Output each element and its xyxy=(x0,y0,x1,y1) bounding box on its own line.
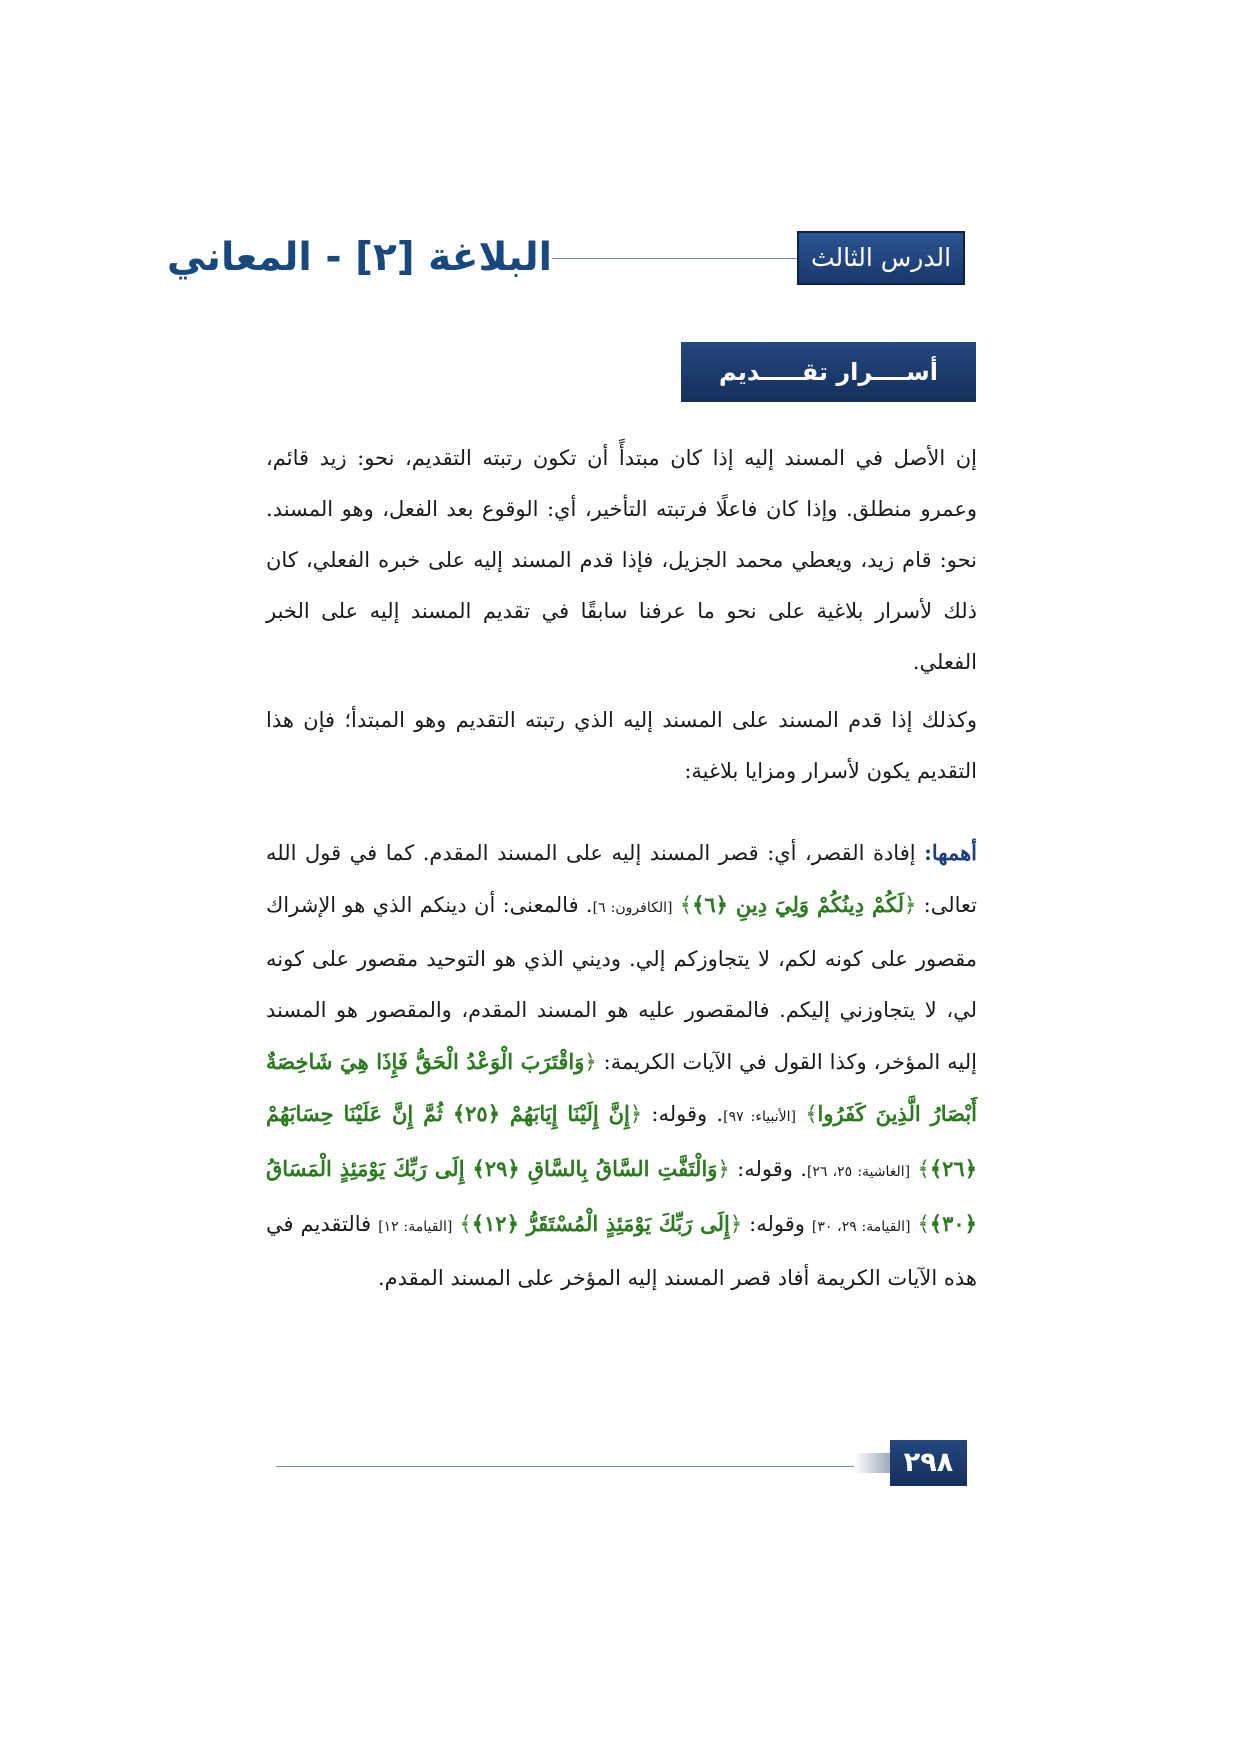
quran-verse: وَاقْتَرَبَ الْوَعْدُ الْحَقُّ فَإِذَا هِيَ شَاخِصَةٌ أَبْصَارُ الَّذِينَ كَفَرُوا xyxy=(266,1049,978,1126)
verse-close-brace: ﴾ xyxy=(805,1102,818,1126)
section-title: أســــرار تقـــــديم المـــــسند xyxy=(681,342,976,402)
quran-verse: إِنَّ إِلَيْنَا إِيَابَهُمْ ﴿٢٥﴾ ثُمَّ إِنَّ عَلَيْنَا حِسَابَهُمْ ﴿٢٦﴾ xyxy=(266,1101,978,1181)
verse-reference: [القيامة: ١٢] xyxy=(378,1219,453,1235)
verse-open-brace: ﴿ xyxy=(717,1157,730,1181)
page-number: ٢٩٨ xyxy=(890,1440,967,1486)
verse-reference: [الكافرون: ٦] xyxy=(592,900,673,916)
paragraph-text: وقوله: xyxy=(742,1212,812,1236)
paragraph-1: إن الأصل في المسند إليه إذا كان مبتدأً أن تكون رتبته التقديم، نحو: زيد قائم، وعمرو منطلق. وإذا كان فاعلًا فرتبته التأخير، أي: الوقوع بعد الفعل، وهو المسند. نحو: قام زيد، ويعطي محمد الجزيل، فإذا قدم المسند إليه على خبره الفعلي، كان ذلك لأسرار بلاغية على نحو ما عرفنا سابقًا في تقديم المسند إليه على الخبر الفعلي. xyxy=(266,446,977,674)
verse-open-brace: ﴿ xyxy=(629,1102,643,1126)
quran-verse: وَالْتَفَّتِ السَّاقُ بِالسَّاقِ ﴿٢٩﴾ إِلَى رَبِّكَ يَوْمَئِذٍ الْمَسَاقُ ﴿٣٠﴾ xyxy=(266,1156,977,1236)
paragraph-3 xyxy=(266,827,977,1304)
verse-close-brace: ﴾ xyxy=(917,1157,930,1181)
verse-reference: [القيامة: ٢٩، ٣٠] xyxy=(811,1219,911,1235)
paragraph-2: وكذلك إذا قدم المسند على المسند إليه الذي رتبته التقديم وهو المبتدأ؛ فإن هذا التقديم يكون لأسرار ومزايا بلاغية: xyxy=(266,708,977,783)
quran-verse: إِلَى رَبِّكَ يَوْمَئِذٍ الْمُسْتَقَرُّ ﴿١٢﴾ xyxy=(471,1211,730,1236)
verse-open-brace: ﴿ xyxy=(729,1212,743,1236)
page-body xyxy=(266,433,977,1304)
footer-rule xyxy=(276,1466,854,1467)
paragraph-text: . فالمعنى: أن دينكم الذي هو الإشراك مقصور على كونه لكم، لا يتجاوزكم إلي. وديني الذي هو التوحيد مقصور على كونه لي، لا يتجاوزني إليكم. فالمقصور عليه هو المسند المقدم، والمقصور هو المسند إليه المؤخر، وكذا القول في الآيات الكريمة: xyxy=(266,893,977,1074)
verse-close-brace: ﴾ xyxy=(679,893,693,917)
verse-reference: [الغاشية: ٢٥، ٢٦] xyxy=(806,1164,911,1180)
verse-close-brace: ﴾ xyxy=(459,1212,472,1236)
lesson-label: الدرس الثالث عشر xyxy=(797,231,965,285)
verse-open-brace: ﴿ xyxy=(584,1050,597,1074)
verse-close-brace: ﴾ xyxy=(917,1212,930,1236)
quran-verse: لَكُمْ دِينُكُمْ وَلِيَ دِينِ ﴿٦﴾ xyxy=(692,892,905,917)
verse-reference: [الأنبياء: ٩٧] xyxy=(723,1109,796,1125)
paragraph-text: . وقوله: xyxy=(642,1102,724,1126)
paragraph-text: . وقوله: xyxy=(729,1157,807,1181)
header-rule xyxy=(552,258,797,259)
paragraph-text: فالتقديم في هذه الآيات الكريمة أفاد قصر المسند إليه المؤخر على المسند المقدم. xyxy=(266,1212,977,1290)
verse-open-brace: ﴿ xyxy=(904,893,917,917)
paragraph-lead: أهمها: xyxy=(924,840,977,865)
paragraph-text: إفادة القصر، أي: قصر المسند إليه على المسند المقدم. كما في قول الله تعالى: xyxy=(266,841,977,917)
footer-shade xyxy=(854,1453,892,1473)
book-title: البلاغة [٢] - المعاني xyxy=(166,235,552,280)
